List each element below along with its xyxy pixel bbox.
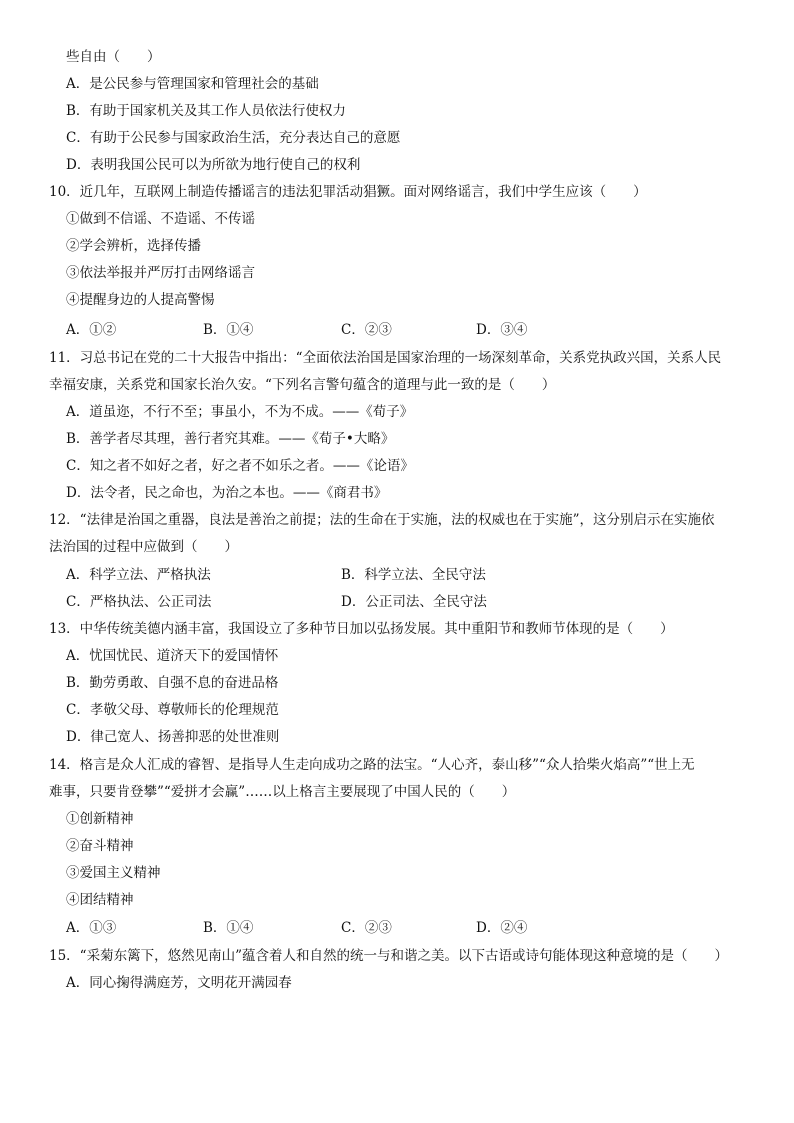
q11-option-b: B．善学者尽其理，善行者究其难。——《荀子•大略》 — [66, 431, 395, 447]
q12-option-d: D．公正司法、全民守法 — [341, 594, 487, 610]
q14-statement-2: ②奋斗精神 — [66, 838, 134, 854]
q11-option-a: A．道虽迩，不行不至；事虽小，不为不成。——《荀子》 — [66, 404, 414, 420]
q9-option-b: B．有助于国家机关及其工作人员依法行使权力 — [66, 103, 346, 119]
q10-option-d: D．③④ — [476, 322, 528, 338]
q11-stem-line-2: 幸福安康，关系党和国家长治久安。“下列名言警句蕴含的道理与此一致的是（ ） — [49, 377, 556, 393]
q14-option-d: D．②④ — [476, 920, 528, 936]
q15-stem: 15．“采菊东篱下，悠然见南山”蕴含着人和自然的统一与和谐之美。以下古语或诗句能体现这种意境的是（ ） — [49, 948, 728, 964]
q9-stem-tail: 些自由（ ） — [66, 49, 161, 65]
q13-option-b: B．勤劳勇敢、自强不息的奋进品格 — [66, 675, 279, 691]
q9-option-c: C．有助于公民参与国家政治生活，充分表达自己的意愿 — [66, 130, 401, 146]
q12-stem-line-1: 12．“法律是治国之重器，良法是善治之前提；法的生命在于实施，法的权威也在于实施”，这分别启示在实施依 — [49, 512, 715, 528]
q10-statement-3: ③依法举报并严厉打击网络谣言 — [66, 265, 255, 281]
q14-statement-1: ①创新精神 — [66, 811, 134, 827]
q14-statement-3: ③爱国主义精神 — [66, 865, 161, 881]
q12-stem-line-2: 法治国的过程中应做到（ ） — [49, 539, 238, 555]
q9-option-d: D．表明我国公民可以为所欲为地行使自己的权利 — [66, 157, 361, 173]
q13-option-c: C．孝敬父母、尊敬师长的伦理规范 — [66, 702, 279, 718]
q13-option-a: A．忧国忧民、道济天下的爱国情怀 — [66, 648, 279, 664]
q12-option-c: C．严格执法、公正司法 — [66, 594, 212, 610]
q10-statement-2: ②学会辨析，选择传播 — [66, 238, 201, 254]
q10-stem: 10．近几年，互联网上制造传播谣言的违法犯罪活动猖獗。面对网络谣言，我们中学生应该（ ） — [49, 184, 647, 200]
q10-statement-4: ④提醒身边的人提高警惕 — [66, 292, 215, 308]
q9-option-a: A．是公民参与管理国家和管理社会的基础 — [66, 76, 319, 92]
q14-stem-line-2: 难事，只要肯登攀”“爱拼才会赢”……以上格言主要展现了中国人民的（ ） — [49, 784, 516, 800]
q15-option-a: A．同心掬得满庭芳，文明花开满园春 — [66, 975, 292, 991]
q14-option-c: C．②③ — [341, 920, 392, 936]
q13-stem: 13．中华传统美德内涵丰富，我国设立了多种节日加以弘扬发展。其中重阳节和教师节体现的是（ ） — [49, 621, 674, 637]
q12-option-a: A．科学立法、严格执法 — [66, 567, 211, 583]
q12-option-b: B．科学立法、全民守法 — [341, 567, 486, 583]
q11-stem-line-1: 11．习总书记在党的二十大报告中指出：“全面依法治国是国家治理的一场深刻革命，关系党执政兴国，关系人民 — [49, 350, 722, 366]
q10-option-b: B．①④ — [203, 322, 254, 338]
q14-statement-4: ④团结精神 — [66, 892, 134, 908]
q10-statement-1: ①做到不信谣、不造谣、不传谣 — [66, 211, 255, 227]
q10-option-c: C．②③ — [341, 322, 392, 338]
q10-option-a: A．①② — [66, 322, 117, 338]
q11-option-c: C．知之者不如好之者，好之者不如乐之者。——《论语》 — [66, 458, 414, 474]
q14-option-a: A．①③ — [66, 920, 117, 936]
q14-option-b: B．①④ — [203, 920, 254, 936]
q13-option-d: D．律己宽人、扬善抑恶的处世准则 — [66, 729, 280, 745]
q11-option-d: D．法令者，民之命也，为治之本也。——《商君书》 — [66, 485, 388, 501]
q14-stem-line-1: 14．格言是众人汇成的睿智、是指导人生走向成功之路的法宝。“人心齐，泰山移”“众人拾柴火焰高”“世上无 — [49, 757, 695, 773]
